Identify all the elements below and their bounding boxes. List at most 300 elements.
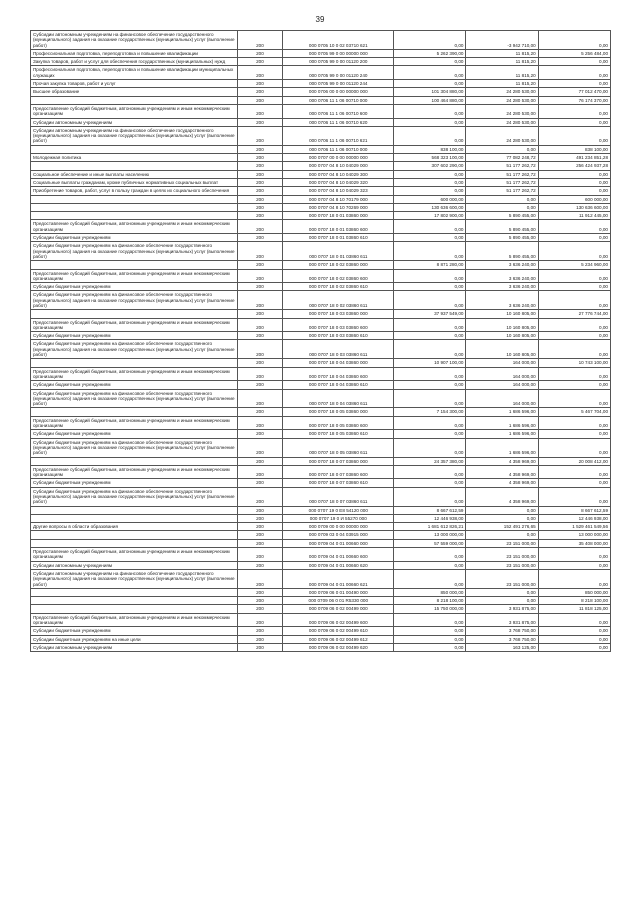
row-approved-cell: 0,00	[394, 340, 466, 359]
row-name-cell: Субсидии бюджетным учреждениям	[31, 332, 238, 340]
row-group-code-cell: 200	[237, 118, 283, 126]
row-group-code-cell: 200	[237, 487, 283, 506]
row-executed-cell: 23 151 000,00	[466, 561, 538, 569]
row-budget-code-cell: 000 0707 18 0 05 03860 000	[283, 408, 394, 416]
row-executed-cell: 0,00	[466, 514, 538, 522]
row-budget-code-cell: 000 0709 04 0 01 00660 620	[283, 561, 394, 569]
row-remaining-cell: 600 000,00	[538, 195, 610, 203]
table-row	[31, 145, 611, 153]
row-group-code-cell: 200	[237, 170, 283, 178]
table-row	[31, 88, 611, 96]
row-group-code-cell: 200	[237, 359, 283, 367]
row-group-code-cell: 200	[237, 514, 283, 522]
row-group-code-cell: 200	[237, 80, 283, 88]
row-group-code-cell: 200	[237, 104, 283, 118]
table-row	[31, 605, 611, 613]
row-executed-cell: 51 177 262,72	[466, 170, 538, 178]
row-remaining-cell: 0,00	[538, 479, 610, 487]
row-remaining-cell: 491 234 851,28	[538, 154, 610, 162]
row-approved-cell: 0,00	[394, 283, 466, 291]
row-group-code-cell: 200	[237, 332, 283, 340]
row-approved-cell: 0,00	[394, 613, 466, 627]
row-approved-cell: 17 802 900,00	[394, 212, 466, 220]
row-approved-cell: 0,00	[394, 291, 466, 310]
row-remaining-cell: 0,00	[538, 242, 610, 261]
table-row	[31, 291, 611, 310]
row-budget-code-cell: 000 0707 18 0 05 03860 611	[283, 438, 394, 457]
row-executed-cell: 24 280 530,00	[466, 96, 538, 104]
row-budget-code-cell: 000 0707 04 8 10 70269 000	[283, 203, 394, 211]
row-group-code-cell: 200	[237, 269, 283, 283]
row-approved-cell: 0,00	[394, 178, 466, 186]
row-executed-cell: 10 160 805,00	[466, 340, 538, 359]
table-row	[31, 242, 611, 261]
row-group-code-cell: 200	[237, 389, 283, 408]
table-row	[31, 514, 611, 522]
row-name-cell: Субсидии бюджетным учреждениям на финансовое обеспечение государственного (муниципального) задания на оказание государственных (муниципальных) услуг (выполнение работ)	[31, 242, 238, 261]
table-row	[31, 479, 611, 487]
row-remaining-cell: 1 529 461 549,56	[538, 523, 610, 531]
row-approved-cell: 568 323 100,00	[394, 154, 466, 162]
row-approved-cell: 0,00	[394, 187, 466, 195]
row-group-code-cell: 200	[237, 340, 283, 359]
row-group-code-cell: 200	[237, 126, 283, 145]
row-approved-cell: 0,00	[394, 438, 466, 457]
row-executed-cell: 3 636 240,00	[466, 261, 538, 269]
row-approved-cell: 0,00	[394, 80, 466, 88]
row-approved-cell: 0,00	[394, 381, 466, 389]
row-name-cell	[31, 212, 238, 220]
row-remaining-cell: 0,00	[538, 561, 610, 569]
row-group-code-cell: 200	[237, 162, 283, 170]
row-name-cell: Предоставление субсидий бюджетным, автономным учреждениям и иным некоммерческим организациям	[31, 269, 238, 283]
row-group-code-cell: 200	[237, 506, 283, 514]
row-remaining-cell: 8 218 100,00	[538, 597, 610, 605]
row-remaining-cell: 0,00	[538, 291, 610, 310]
row-remaining-cell: 0,00	[538, 318, 610, 332]
row-name-cell: Предоставление субсидий бюджетным, автономным учреждениям и иным некоммерческим организациям	[31, 613, 238, 627]
row-executed-cell: 24 280 530,00	[466, 126, 538, 145]
row-group-code-cell: 200	[237, 523, 283, 531]
table-row	[31, 118, 611, 126]
row-budget-code-cell: 000 0709 06 0 02 00499 610	[283, 627, 394, 635]
row-name-cell: Субсидии бюджетным учреждениям на иные цели	[31, 635, 238, 643]
table-row	[31, 162, 611, 170]
row-name-cell	[31, 457, 238, 465]
table-row	[31, 340, 611, 359]
row-budget-code-cell: 000 0707 18 0 02 03860 600	[283, 269, 394, 283]
table-row	[31, 597, 611, 605]
row-remaining-cell: 77 012 470,00	[538, 88, 610, 96]
row-name-cell	[31, 162, 238, 170]
row-remaining-cell: 0,00	[538, 416, 610, 430]
row-name-cell: Приобретение товаров, работ, услуг в пользу граждан в целях их социального обеспечения	[31, 187, 238, 195]
row-budget-code-cell: 000 0706 11 1 06 00710 600	[283, 104, 394, 118]
table-row	[31, 220, 611, 234]
table-row	[31, 613, 611, 627]
row-budget-code-cell: 000 0707 18 0 01 03860 610	[283, 234, 394, 242]
row-executed-cell: 10 160 805,00	[466, 318, 538, 332]
row-group-code-cell: 200	[237, 234, 283, 242]
row-budget-code-cell: 000 0706 11 1 06 00710 620	[283, 118, 394, 126]
row-executed-cell: 11 815,20	[466, 80, 538, 88]
row-executed-cell: 1 686 596,00	[466, 430, 538, 438]
row-group-code-cell: 200	[237, 178, 283, 186]
row-executed-cell: 152 491 276,65	[466, 523, 538, 531]
row-executed-cell: 10 160 805,00	[466, 310, 538, 318]
row-executed-cell: 23 151 000,00	[466, 548, 538, 562]
row-group-code-cell: 200	[237, 457, 283, 465]
row-group-code-cell: 200	[237, 635, 283, 643]
row-group-code-cell: 200	[237, 220, 283, 234]
budget-table	[30, 30, 611, 652]
row-approved-cell: 13 000 000,00	[394, 531, 466, 539]
row-approved-cell: 600 000,00	[394, 195, 466, 203]
row-budget-code-cell: 000 0707 19 0 E8 54120 000	[283, 506, 394, 514]
row-approved-cell: 37 937 549,00	[394, 310, 466, 318]
row-remaining-cell: 5 467 704,00	[538, 408, 610, 416]
row-name-cell: Субсидии бюджетным учреждениям	[31, 381, 238, 389]
row-name-cell	[31, 408, 238, 416]
row-approved-cell: 0,00	[394, 635, 466, 643]
row-budget-code-cell: 000 0707 04 8 10 70179 000	[283, 195, 394, 203]
row-name-cell: Социальное обеспечение и иные выплаты населению	[31, 170, 238, 178]
row-group-code-cell: 200	[237, 242, 283, 261]
row-group-code-cell: 200	[237, 291, 283, 310]
row-approved-cell: 838 100,00	[394, 145, 466, 153]
row-executed-cell: 0,00	[466, 531, 538, 539]
row-budget-code-cell: 000 0709 06 0 02 00499 000	[283, 605, 394, 613]
row-executed-cell: 77 082 248,72	[466, 154, 538, 162]
row-group-code-cell: 200	[237, 561, 283, 569]
row-executed-cell: 10 160 805,00	[466, 332, 538, 340]
row-remaining-cell: 0,00	[538, 58, 610, 66]
row-budget-code-cell: 000 0709 04 0 01 00660 621	[283, 569, 394, 588]
row-approved-cell: 8 871 280,00	[394, 261, 466, 269]
row-name-cell	[31, 359, 238, 367]
row-remaining-cell: 850 000,00	[538, 588, 610, 596]
row-executed-cell: 1 686 596,00	[466, 416, 538, 430]
table-row	[31, 367, 611, 381]
row-executed-cell: 3 768 750,00	[466, 635, 538, 643]
row-budget-code-cell: 000 0707 18 0 02 03860 000	[283, 261, 394, 269]
table-row	[31, 203, 611, 211]
row-executed-cell: 3 636 240,00	[466, 291, 538, 310]
row-budget-code-cell: 000 0707 18 0 02 03860 610	[283, 283, 394, 291]
row-group-code-cell: 200	[237, 548, 283, 562]
row-group-code-cell: 200	[237, 195, 283, 203]
row-budget-code-cell: 000 0707 18 0 04 03860 610	[283, 381, 394, 389]
table-row	[31, 80, 611, 88]
row-group-code-cell: 200	[237, 58, 283, 66]
table-row	[31, 49, 611, 57]
row-name-cell	[31, 310, 238, 318]
row-executed-cell: 5 890 455,00	[466, 242, 538, 261]
row-remaining-cell: 0,00	[538, 613, 610, 627]
row-remaining-cell: 10 743 100,00	[538, 359, 610, 367]
row-group-code-cell: 200	[237, 261, 283, 269]
table-row	[31, 408, 611, 416]
row-name-cell	[31, 145, 238, 153]
row-group-code-cell: 200	[237, 416, 283, 430]
row-budget-code-cell: 000 0707 04 8 10 04029 000	[283, 162, 394, 170]
row-group-code-cell: 200	[237, 96, 283, 104]
table-row	[31, 635, 611, 643]
row-remaining-cell: 0,00	[538, 283, 610, 291]
row-executed-cell: 0,00	[466, 145, 538, 153]
row-approved-cell: 15 750 000,00	[394, 605, 466, 613]
row-executed-cell: 11 815,20	[466, 58, 538, 66]
row-executed-cell: 163 125,00	[466, 643, 538, 651]
table-row	[31, 234, 611, 242]
row-group-code-cell: 200	[237, 49, 283, 57]
table-row	[31, 506, 611, 514]
row-name-cell: Прочая закупка товаров, работ и услуг	[31, 80, 238, 88]
row-group-code-cell: 200	[237, 187, 283, 195]
row-approved-cell: 0,00	[394, 170, 466, 178]
row-name-cell: Предоставление субсидий бюджетным, автономным учреждениям и иным некоммерческим организациям	[31, 367, 238, 381]
row-group-code-cell: 200	[237, 465, 283, 479]
table-row	[31, 170, 611, 178]
row-name-cell: Субсидии автономным учреждениям	[31, 561, 238, 569]
row-group-code-cell: 200	[237, 318, 283, 332]
row-approved-cell: 130 636 600,00	[394, 203, 466, 211]
table-row	[31, 389, 611, 408]
table-row	[31, 332, 611, 340]
row-remaining-cell: 0,00	[538, 220, 610, 234]
row-remaining-cell: 5 234 960,00	[538, 261, 610, 269]
row-approved-cell: 0,00	[394, 430, 466, 438]
row-name-cell: Субсидии автономным учреждениям	[31, 118, 238, 126]
row-executed-cell: 0,00	[466, 203, 538, 211]
row-approved-cell: 0,00	[394, 332, 466, 340]
row-remaining-cell: 0,00	[538, 438, 610, 457]
row-budget-code-cell: 000 0706 11 1 06 00710 621	[283, 126, 394, 145]
row-group-code-cell: 200	[237, 31, 283, 50]
row-remaining-cell: 0,00	[538, 643, 610, 651]
row-executed-cell: 0,00	[466, 506, 538, 514]
row-budget-code-cell: 000 0707 18 0 04 03860 000	[283, 359, 394, 367]
row-name-cell: Профессиональная подготовка, переподготовка и повышение квалификации муниципальных служащих	[31, 66, 238, 80]
row-remaining-cell: 0,00	[538, 118, 610, 126]
table-row	[31, 187, 611, 195]
row-remaining-cell: 0,00	[538, 178, 610, 186]
row-approved-cell: 0,00	[394, 242, 466, 261]
row-name-cell: Предоставление субсидий бюджетным, автономным учреждениям и иным некоммерческим организациям	[31, 318, 238, 332]
row-approved-cell: 10 907 100,00	[394, 359, 466, 367]
row-executed-cell: 1 686 596,00	[466, 408, 538, 416]
row-budget-code-cell: 000 0706 11 1 06 00710 000	[283, 96, 394, 104]
row-remaining-cell: 20 008 412,00	[538, 457, 610, 465]
row-approved-cell: 0,00	[394, 220, 466, 234]
row-budget-code-cell: 000 0709 06 0 02 00499 620	[283, 643, 394, 651]
row-approved-cell: 0,00	[394, 58, 466, 66]
row-remaining-cell: 0,00	[538, 234, 610, 242]
row-remaining-cell: 0,00	[538, 548, 610, 562]
row-remaining-cell: 0,00	[538, 187, 610, 195]
row-budget-code-cell: 000 0707 18 0 07 03860 611	[283, 487, 394, 506]
row-group-code-cell: 200	[237, 569, 283, 588]
table-row	[31, 212, 611, 220]
table-row	[31, 66, 611, 80]
row-budget-code-cell: 000 0709 06 0 01 00490 000	[283, 588, 394, 596]
row-approved-cell: 850 000,00	[394, 588, 466, 596]
row-budget-code-cell: 000 0705 99 0 00 01120 200	[283, 58, 394, 66]
row-name-cell: Субсидии автономным учреждениям на финансовое обеспечение государственного (муниципального) задания на оказание государственных (муниципальных) услуг (выполнение работ)	[31, 126, 238, 145]
row-approved-cell: 0,00	[394, 627, 466, 635]
row-group-code-cell: 200	[237, 531, 283, 539]
row-remaining-cell: 13 000 000,00	[538, 531, 610, 539]
row-name-cell: Субсидии автономным учреждениям	[31, 643, 238, 651]
row-budget-code-cell: 000 0709 06 0 01 R5330 000	[283, 597, 394, 605]
row-name-cell: Субсидии бюджетным учреждениям на финансовое обеспечение государственного (муниципального) задания на оказание государственных (муниципальных) услуг (выполнение работ)	[31, 438, 238, 457]
row-remaining-cell: 0,00	[538, 80, 610, 88]
row-executed-cell: 4 358 969,00	[466, 487, 538, 506]
row-name-cell	[31, 597, 238, 605]
row-executed-cell: 11 815,20	[466, 49, 538, 57]
row-budget-code-cell: 000 0709 03 0 04 03915 000	[283, 531, 394, 539]
table-row	[31, 31, 611, 50]
row-name-cell: Другие вопросы в области образования	[31, 523, 238, 531]
row-name-cell	[31, 261, 238, 269]
row-executed-cell: 5 890 455,00	[466, 212, 538, 220]
row-name-cell: Предоставление субсидий бюджетным, автономным учреждениям и иным некоммерческим организациям	[31, 104, 238, 118]
row-approved-cell: 0,00	[394, 31, 466, 50]
table-row	[31, 126, 611, 145]
row-executed-cell: 1 686 596,00	[466, 438, 538, 457]
row-group-code-cell: 200	[237, 145, 283, 153]
row-approved-cell: 0,00	[394, 118, 466, 126]
row-approved-cell: 7 154 300,00	[394, 408, 466, 416]
row-executed-cell: 11 815,20	[466, 66, 538, 80]
row-executed-cell: 24 280 530,00	[466, 88, 538, 96]
row-remaining-cell: 0,00	[538, 340, 610, 359]
table-row	[31, 561, 611, 569]
row-approved-cell: 8 667 612,59	[394, 506, 466, 514]
row-approved-cell: 0,00	[394, 416, 466, 430]
row-executed-cell: 23 151 000,00	[466, 569, 538, 588]
row-name-cell: Субсидии бюджетным учреждениям на финансовое обеспечение государственного (муниципального) задания на оказание государственных (муниципальных) услуг (выполнение работ)	[31, 291, 238, 310]
row-approved-cell: 307 602 290,00	[394, 162, 466, 170]
row-group-code-cell: 200	[237, 479, 283, 487]
row-approved-cell: 0,00	[394, 318, 466, 332]
row-group-code-cell: 200	[237, 430, 283, 438]
row-name-cell: Субсидии автономным учреждениям на финансовое обеспечение государственного (муниципального) задания на оказание государственных (муниципальных) услуг (выполнение работ)	[31, 31, 238, 50]
row-budget-code-cell: 000 0707 18 0 07 03860 000	[283, 457, 394, 465]
row-remaining-cell: 0,00	[538, 367, 610, 381]
table-row	[31, 523, 611, 531]
page-number: 39	[315, 15, 325, 24]
row-group-code-cell: 200	[237, 643, 283, 651]
row-name-cell: Высшее образование	[31, 88, 238, 96]
row-executed-cell: 51 177 262,72	[466, 162, 538, 170]
row-remaining-cell: 12 446 938,00	[538, 514, 610, 522]
row-approved-cell: 5 262 390,00	[394, 49, 466, 57]
table-row	[31, 539, 611, 547]
row-remaining-cell: 0,00	[538, 31, 610, 50]
row-name-cell: Профессиональная подготовка, переподготовка и повышение квалификации	[31, 49, 238, 57]
table-row	[31, 438, 611, 457]
row-approved-cell: 0,00	[394, 126, 466, 145]
row-name-cell	[31, 506, 238, 514]
row-executed-cell: 4 358 969,00	[466, 457, 538, 465]
row-executed-cell: 51 177 262,72	[466, 178, 538, 186]
row-approved-cell: 0,00	[394, 465, 466, 479]
row-approved-cell: 8 218 100,00	[394, 597, 466, 605]
row-budget-code-cell: 000 0709 04 0 01 00660 000	[283, 539, 394, 547]
row-executed-cell: 4 358 969,00	[466, 465, 538, 479]
row-group-code-cell: 200	[237, 283, 283, 291]
table-row	[31, 588, 611, 596]
row-name-cell: Предоставление субсидий бюджетным, автономным учреждениям и иным некоммерческим организациям	[31, 548, 238, 562]
row-executed-cell: 4 358 969,00	[466, 479, 538, 487]
table-row	[31, 154, 611, 162]
row-remaining-cell: 0,00	[538, 389, 610, 408]
row-remaining-cell: 35 408 000,00	[538, 539, 610, 547]
row-name-cell	[31, 195, 238, 203]
row-budget-code-cell: 000 0707 18 0 05 03860 600	[283, 416, 394, 430]
row-name-cell: Закупка товаров, работ и услуг для обеспечения государственных (муниципальных) нужд	[31, 58, 238, 66]
row-budget-code-cell: 000 0706 11 1 06 00710 000	[283, 145, 394, 153]
row-budget-code-cell: 000 0707 18 0 04 03860 611	[283, 389, 394, 408]
table-row	[31, 627, 611, 635]
row-remaining-cell: 0,00	[538, 635, 610, 643]
table-row	[31, 178, 611, 186]
table-row	[31, 381, 611, 389]
row-executed-cell: 5 890 455,00	[466, 234, 538, 242]
row-executed-cell: 3 931 875,00	[466, 605, 538, 613]
row-remaining-cell: 838 100,00	[538, 145, 610, 153]
row-group-code-cell: 200	[237, 613, 283, 627]
row-executed-cell: 0,00	[466, 588, 538, 596]
row-executed-cell: 3 931 875,00	[466, 613, 538, 627]
row-group-code-cell: 200	[237, 212, 283, 220]
row-approved-cell: 100 464 880,00	[394, 96, 466, 104]
row-name-cell	[31, 605, 238, 613]
row-approved-cell: 0,00	[394, 479, 466, 487]
row-group-code-cell: 200	[237, 203, 283, 211]
row-name-cell	[31, 96, 238, 104]
row-executed-cell: 164 000,00	[466, 381, 538, 389]
row-group-code-cell: 200	[237, 367, 283, 381]
row-remaining-cell: 0,00	[538, 66, 610, 80]
row-remaining-cell: 0,00	[538, 170, 610, 178]
row-name-cell: Социальные выплаты гражданам, кроме публичных нормативных социальных выплат	[31, 178, 238, 186]
table-row	[31, 318, 611, 332]
row-name-cell: Субсидии бюджетным учреждениям	[31, 234, 238, 242]
row-remaining-cell: 5 256 484,00	[538, 49, 610, 57]
row-name-cell	[31, 203, 238, 211]
row-name-cell: Субсидии бюджетным учреждениям	[31, 430, 238, 438]
row-group-code-cell: 200	[237, 154, 283, 162]
row-budget-code-cell: 000 0709 00 0 00 00000 000	[283, 523, 394, 531]
row-remaining-cell: 11 818 125,00	[538, 605, 610, 613]
row-budget-code-cell: 000 0707 18 0 03 03860 000	[283, 310, 394, 318]
table-row	[31, 487, 611, 506]
table-row	[31, 58, 611, 66]
row-budget-code-cell: 000 0707 00 0 00 00000 000	[283, 154, 394, 162]
table-row	[31, 416, 611, 430]
row-name-cell: Предоставление субсидий бюджетным, автономным учреждениям и иным некоммерческим организациям	[31, 416, 238, 430]
row-budget-code-cell: 000 0709 06 0 02 00499 600	[283, 613, 394, 627]
row-remaining-cell: 0,00	[538, 487, 610, 506]
row-remaining-cell: 8 667 612,59	[538, 506, 610, 514]
table-row	[31, 569, 611, 588]
row-executed-cell: 0,00	[466, 597, 538, 605]
row-name-cell: Субсидии бюджетным учреждениям на финансовое обеспечение государственного (муниципального) задания на оказание государственных (муниципальных) услуг (выполнение работ)	[31, 389, 238, 408]
table-row	[31, 359, 611, 367]
row-name-cell	[31, 539, 238, 547]
